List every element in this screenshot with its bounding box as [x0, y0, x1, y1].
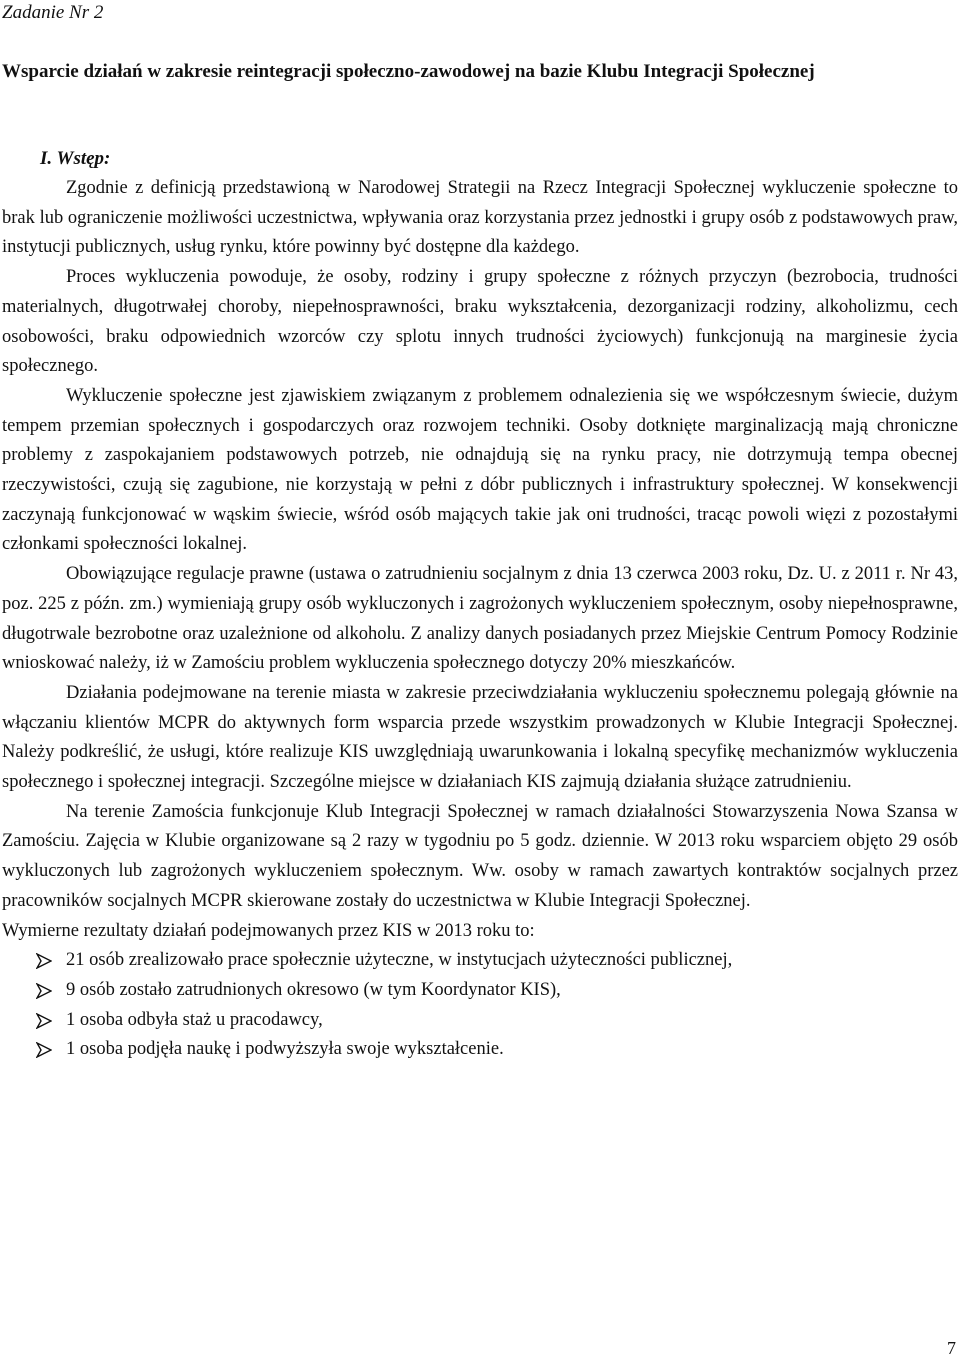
arrowhead-bullet-icon: [36, 983, 52, 999]
paragraph-definition: Zgodnie z definicją przedstawioną w Narodowej Strategii na Rzecz Integracji Społecznej wykluczenie społeczne to brak lub ograniczenie możliwości uczestnictwa, wpływania oraz korzystania przez jednostki i grupy osób z podstawowych praw, instytucji publicznych, usług rynku, które powinny być dostępne dla każdego.: [2, 178, 958, 258]
result-text: 1 osoba podjęła naukę i podwyższyła swoje wykształcenie.: [66, 1039, 504, 1060]
page-number: 7: [947, 1338, 956, 1358]
paragraph-city-actions: Działania podejmowane na terenie miasta w zakresie przeciwdziałania wykluczeniu społecznemu polegają głównie na włączaniu klientów MCPR do aktywnych form wsparcia przede wszystkim prowadzonych w Klubie Integracji Społecznej. Należy podkreślić, że usługi, które realizuje KIS uwzględniają uwarunkowania i lokalną specyfikę mechanizmów wykluczenia społecznego i społecznej integracji. Szczególne miejsce w działaniach KIS zajmują działania służące zatrudnieniu.: [2, 682, 958, 793]
arrowhead-bullet-icon: [36, 1013, 52, 1029]
list-item: [2, 946, 958, 976]
arrowhead-bullet-icon: [36, 953, 52, 969]
list-item: [2, 976, 958, 1006]
list-item: [2, 1006, 958, 1036]
result-text: 1 osoba odbyła staż u pracodawcy,: [66, 1009, 323, 1030]
body-text: [2, 174, 958, 1065]
paragraph-exclusion-phenomenon: Wykluczenie społeczne jest zjawiskiem związanym z problemem odnalezienia się we współczesnym świecie, dużym tempem przemian społecznych i gospodarczych oraz rozwojem techniki. Osoby dotknięte marginalizacją mają chroniczne problemy z zaspokajaniem podstawowych potrzeb, nie odnajdują się na rynku pracy, nie dotrzymują tempa obecnej rzeczywistości, czują się zagubione, nie korzystają w pełni z dóbr publicznych i infrastruktury społecznej. W konsekwencji zaczynają funkcjonować w wąskim świecie, wśród osób mających takie jak oni trudności, tracąc powoli więzi z pozostałymi członkami społeczności lokalnej.: [2, 385, 958, 555]
task-title: Zadanie Nr 2: [2, 2, 104, 23]
paragraph-kis-club: Na terenie Zamościa funkcjonuje Klub Integracji Społecznej w ramach działalności Stowarzyszenia Nowa Szansa w Zamościu. Zajęcia w Klubie organizowane są 2 razy w tygodniu po 5 godz. dziennie. W 2013 roku wsparciem objęto 29 osób wykluczonych lub zagrożonych wykluczeniem społecznym. Ww. osoby w ramach zawartych kontraktów socjalnych przez pracowników socjalnych MCPR skierowane zostały do uczestnictwa w Klubie Integracji Społecznej.: [2, 801, 958, 911]
arrowhead-bullet-icon: [36, 1042, 52, 1058]
paragraph-legal-regulations: Obowiązujące regulacje prawne (ustawa o zatrudnieniu socjalnym z dnia 13 czerwca 2003 roku, Dz. U. z 2011 r. Nr 43, poz. 225 z późn. zm.) wymieniają grupy osób wykluczonych i zagrożonych wykluczeniem społecznym, osoby niepełnosprawne, długotrwale bezrobotne oraz uzależnione od alkoholu. Z analizy danych posiadanych przez Miejskie Centrum Pomocy Rodzinie wnioskować należy, iż w Zamościu problem wykluczenia społecznego dotyczy 20% mieszkańców.: [2, 564, 958, 674]
results-intro: Wymierne rezultaty działań podejmowanych przez KIS w 2013 roku to:: [2, 920, 535, 941]
results-list: [2, 946, 958, 1065]
section-heading: I. Wstęp:: [40, 148, 111, 169]
result-text: 9 osób zostało zatrudnionych okresowo (w tym Koordynator KIS),: [66, 979, 561, 1000]
main-title: Wsparcie działań w zakresie reintegracji społeczno-zawodowej na bazie Klubu Integracji Społecznej: [2, 61, 815, 82]
result-text: 21 osób zrealizowało prace społecznie użyteczne, w instytucjach użyteczności publicznej,: [66, 950, 733, 971]
list-item: [2, 1035, 958, 1065]
paragraph-exclusion-process: Proces wykluczenia powoduje, że osoby, rodziny i grupy społeczne z różnych przyczyn (bezrobocia, trudności materialnych, długotrwałej choroby, niepełnosprawności, braku wykształcenia, dezorganizacji rodziny, alkoholizmu, cech osobowości, braku odpowiednich wzorców czy splotu innych trudności życiowych) funkcjonują na marginesie życia społecznego.: [2, 267, 958, 377]
